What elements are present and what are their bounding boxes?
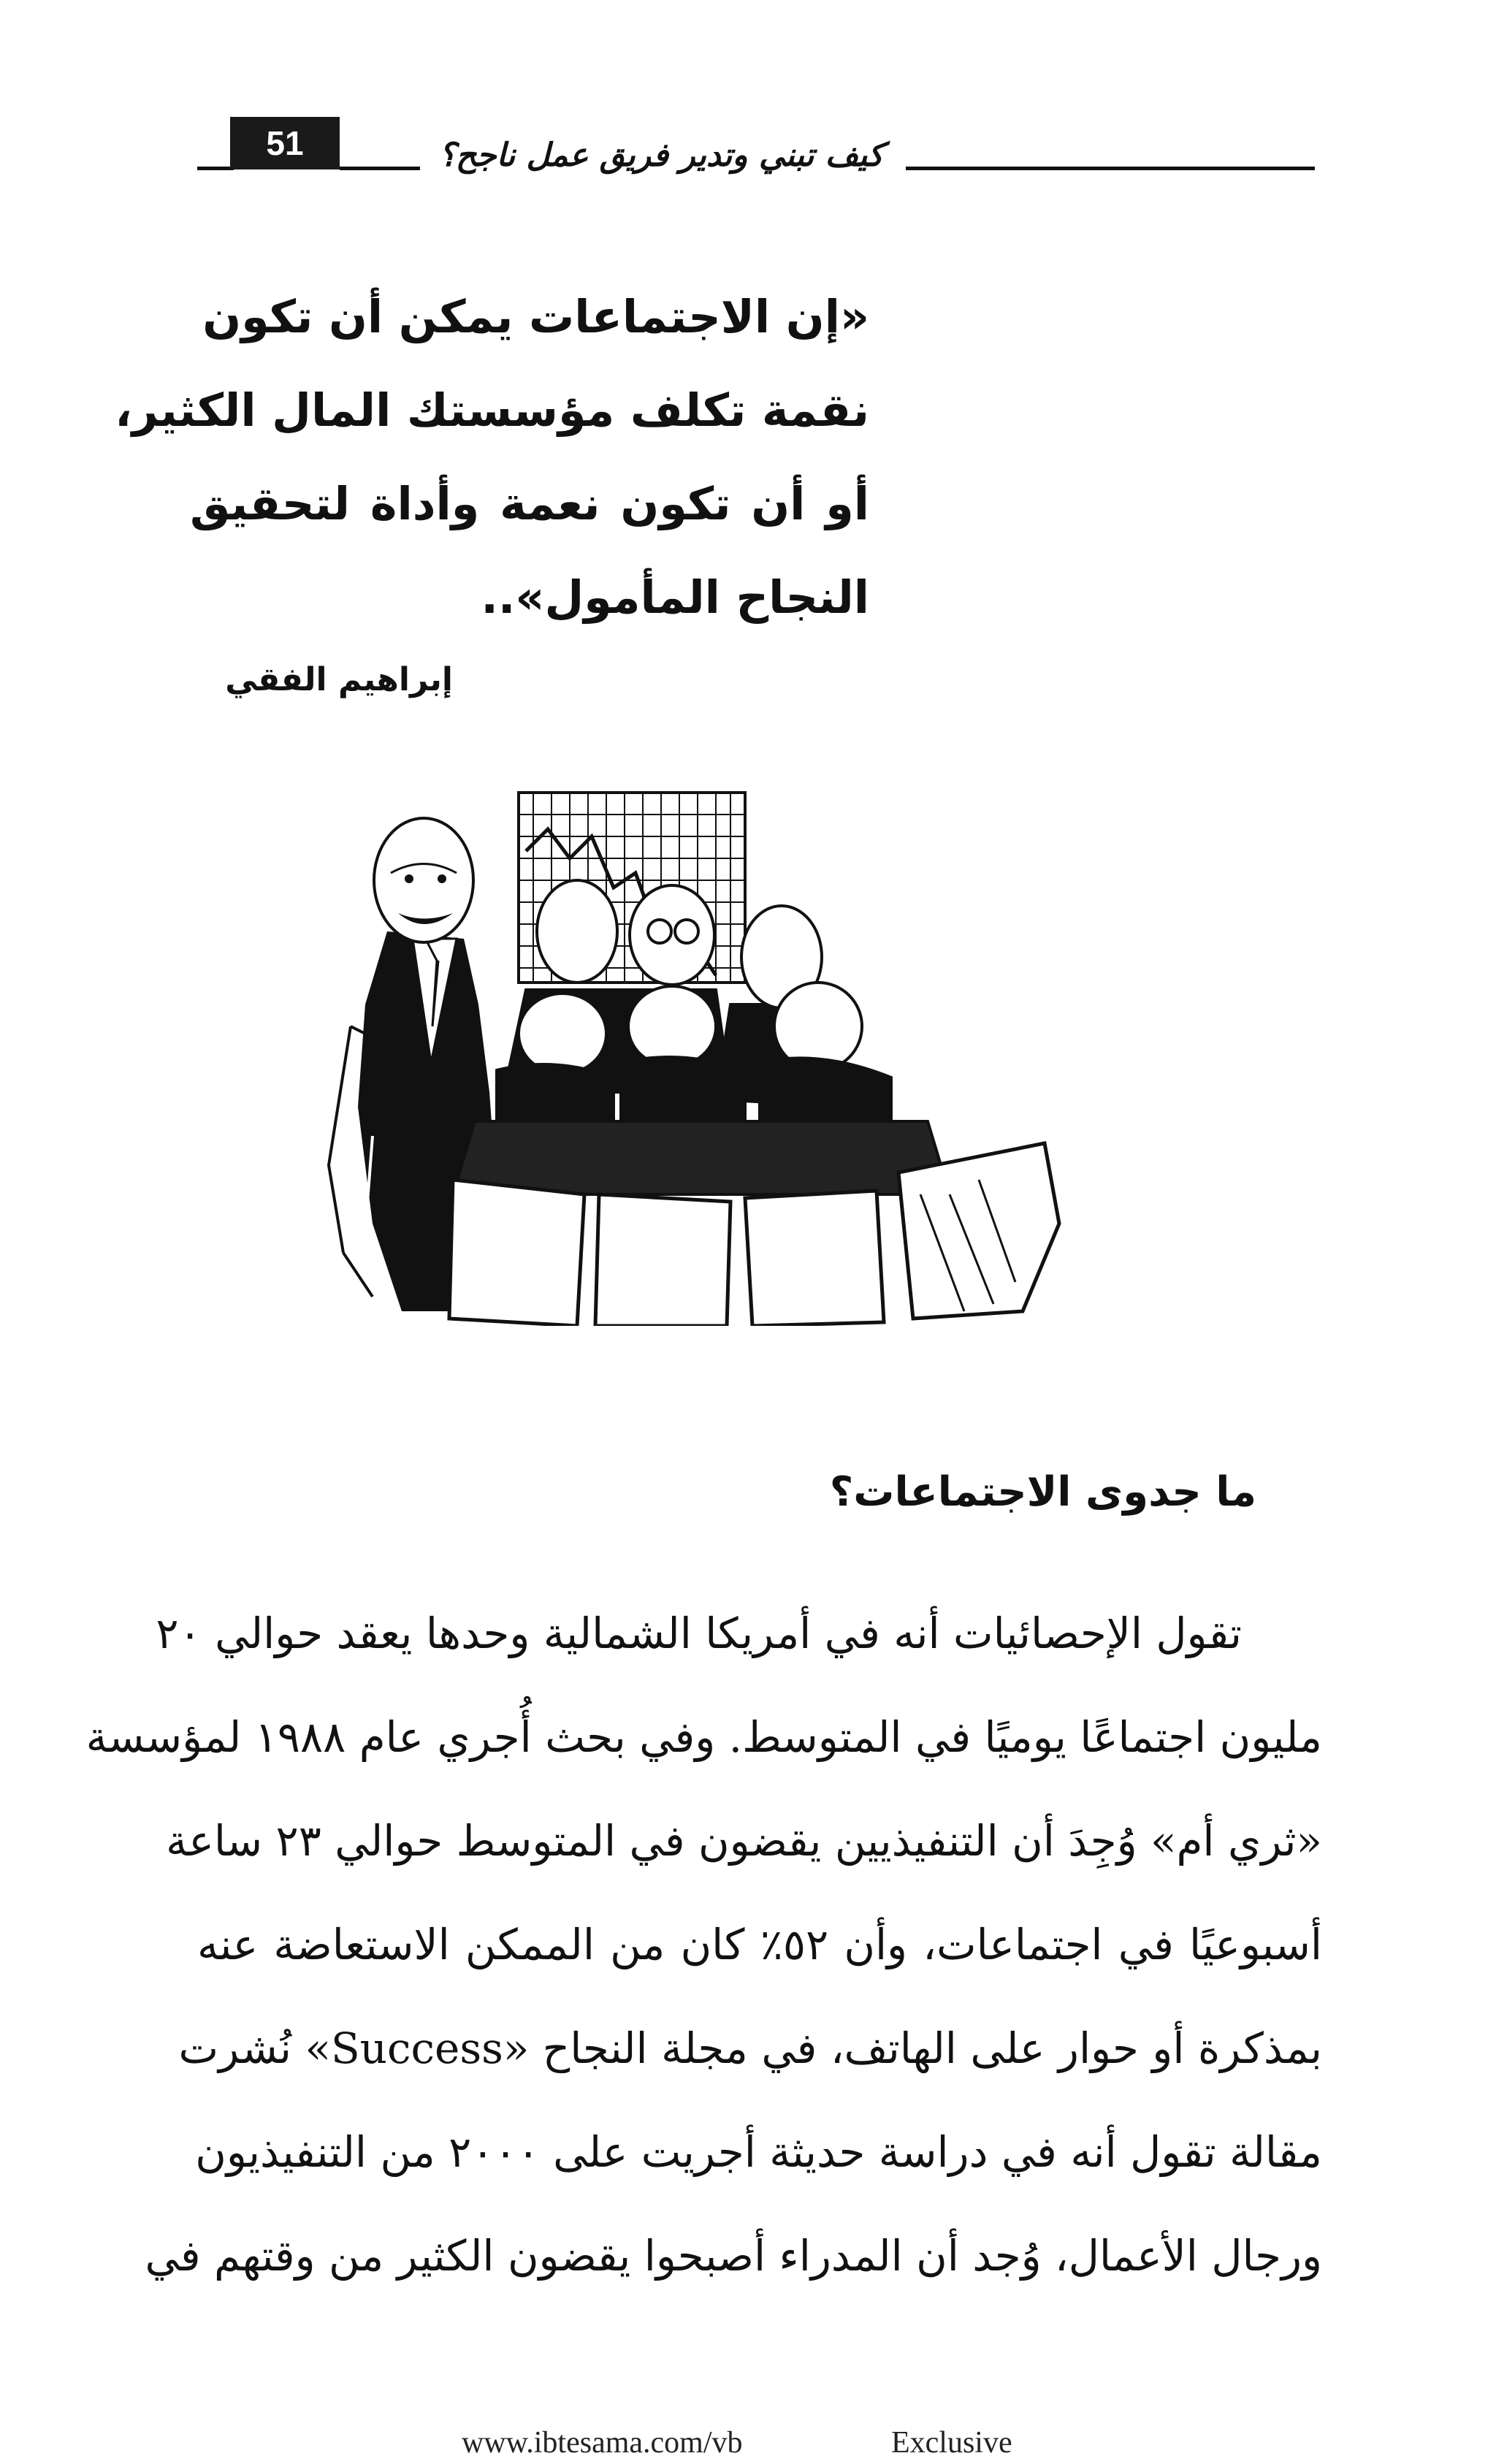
body-line: تقول الإحصائيات أنه في أمريكا الشمالية وحدها يعقد حوالي ٢٠ bbox=[156, 1609, 1242, 1658]
quote-line: أو أن تكون نعمة وأداة لتحقيق bbox=[190, 477, 869, 530]
page-number: 51 bbox=[230, 117, 340, 169]
body-line: «ثري أم» وُجِدَ أن التنفيذيين يقضون في المتوسط حوالي ٢٣ ساعة bbox=[166, 1816, 1322, 1866]
footer-url: www.ibtesama.com/vb bbox=[462, 2426, 743, 2460]
header-rule-middle bbox=[340, 167, 420, 170]
quote-line: النجاح المأمول».. bbox=[481, 571, 869, 624]
quote-line: «إن الاجتماعات يمكن أن تكون bbox=[202, 290, 869, 343]
footer-tag: Exclusive bbox=[891, 2426, 1012, 2460]
body-line: مليون اجتماعًا يوميًا في المتوسط. وفي بحث أُجري عام ١٩٨٨ لمؤسسة bbox=[85, 1712, 1322, 1762]
page-footer bbox=[453, 2425, 1110, 2462]
body-paragraph bbox=[85, 1582, 1322, 2308]
body-line: مقالة تقول أنه في دراسة حديثة أجريت على ٢٠٠٠ من التنفيذيون bbox=[195, 2127, 1322, 2177]
quote-line: نقمة تكلف مؤسستك المال الكثير، bbox=[115, 384, 869, 437]
running-title: كيف تبني وتدير فريق عمل ناجح؟ bbox=[438, 137, 884, 174]
epigraph-quote bbox=[115, 270, 869, 644]
meeting-table bbox=[453, 1121, 950, 1194]
header-rule-left bbox=[197, 167, 234, 170]
body-line: أسبوعيًا في اجتماعات، وأن ٥٢٪ كان من الممكن الاستعاضة عنه bbox=[197, 1920, 1322, 1969]
running-header bbox=[0, 0, 1496, 205]
header-rule-right bbox=[906, 167, 1315, 170]
meeting-cartoon-illustration bbox=[321, 785, 1110, 1326]
body-line: بمذكرة أو حوار على الهاتف، في مجلة النجاح «Success» نُشرت bbox=[178, 2024, 1322, 2073]
quote-author: إبراهيم الفقي bbox=[225, 661, 453, 698]
body-line: ورجال الأعمال، وُجد أن المدراء أصبحوا يقضون الكثير من وقتهم في bbox=[145, 2231, 1322, 2281]
section-heading: ما جدوى الاجتماعات؟ bbox=[829, 1468, 1256, 1516]
